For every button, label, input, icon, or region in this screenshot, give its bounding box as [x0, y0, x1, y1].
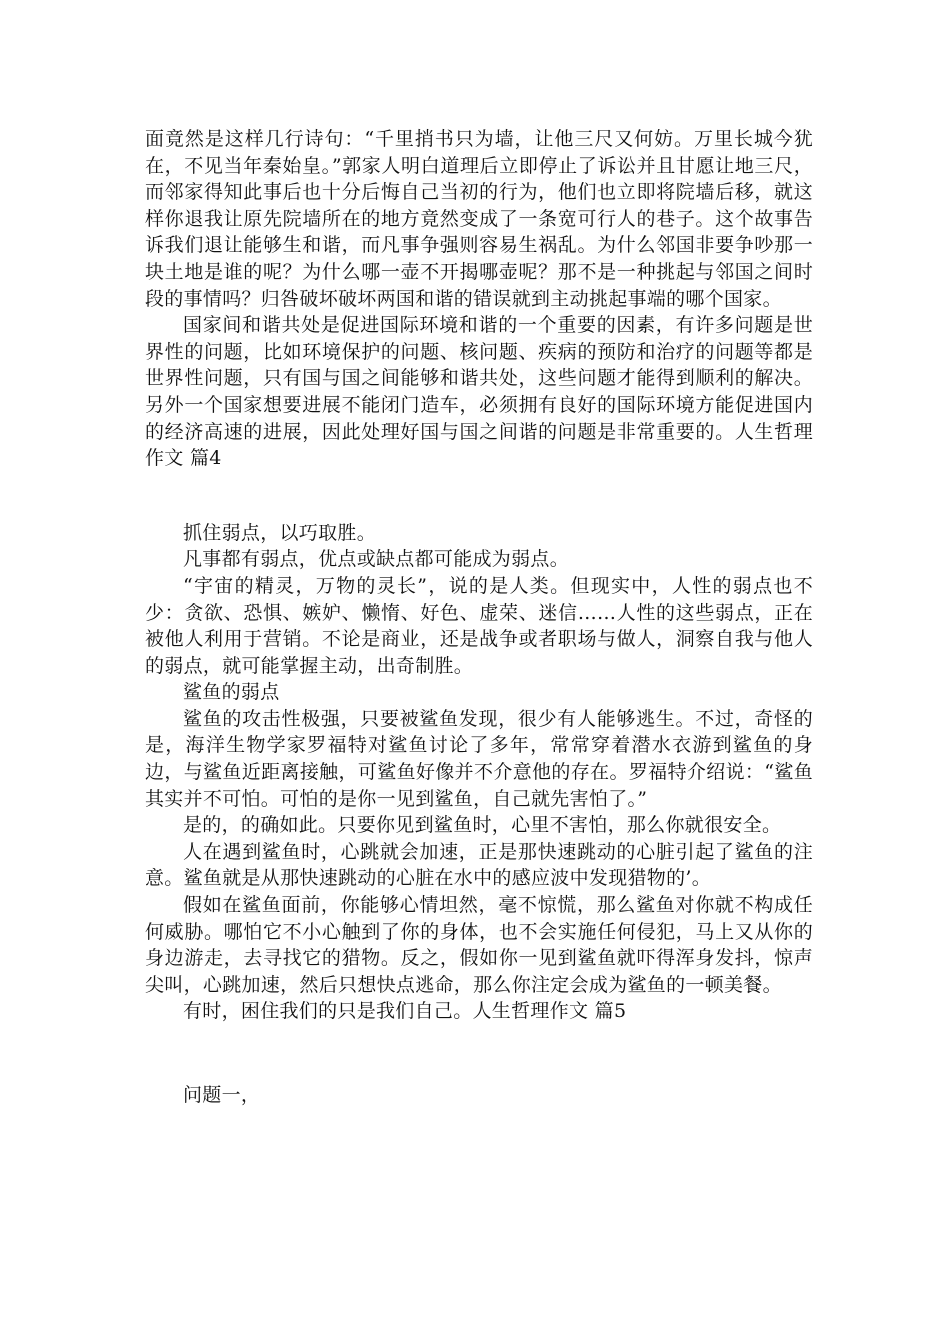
paragraph-human-weakness: “宇宙的精灵，万物的灵长”，说的是人类。但现实中，人性的弱点也不少：贪欲、恐惧、嫉妒、懒惰、好色、虚荣、迷信……人性的这些弱点，正在被他人利用于营销。不论是商业，还是战争或者职场与做人，洞察自我与他人的弱点，就可能掌握主动，出奇制胜。 [145, 574, 813, 677]
paragraph-shark-heading: 鲨鱼的弱点 [183, 681, 280, 704]
paragraph-calm-vs-panic: 假如在鲨鱼面前，你能够心情坦然，毫不惊慌，那么鲨鱼对你就不构成任何威胁。哪怕它不小心触到了你的身体，也不会实施任何侵犯，马上又从你的身边游走，去寻找它的猎物。反之，假如你一见到鲨鱼就吓得浑身发抖，惊声尖叫，心跳加速，然后只想快点逃命，那么你注定会成为鲨鱼的一顿美餐。 [145, 894, 813, 996]
paragraph-weakness-intro: 凡事都有弱点，优点或缺点都可能成为弱点。 [183, 548, 570, 571]
document-body [145, 126, 813, 1109]
section-spacer [145, 472, 813, 520]
paragraph-shark-research: 鲨鱼的攻击性极强，只要被鲨鱼发现，很少有人能够逃生。不过，奇怪的是，海洋生物学家罗福特对鲨鱼讨论了多年，常常穿着潜水衣游到鲨鱼的身边，与鲨鱼近距离接触，可鲨鱼好像并不介意他的存在。罗福特介绍说：“鲨鱼其实并不可怕。可怕的是你一见到鲨鱼，自己就先害怕了。” [145, 707, 813, 810]
paragraph-trapped-by-self: 有时，困住我们的只是我们自己。人生哲理作文 篇5 [183, 1000, 627, 1023]
paragraph-international-harmony: 国家间和谐共处是促进国际环境和谐的一个重要的因素，有许多问题是世界性的问题，比如环境保护的问题、核问题、疾病的预防和治疗的问题等都是世界性问题，只有国与国之间能够和谐共处，这些问题才能得到顺利的解决。另外一个国家想要进展不能闭门造车，必须拥有良好的国际环境方能促进国内的经济高速的进展，因此处理好国与国之间谐的问题是非常重要的。人生哲理作文 篇4 [145, 314, 813, 470]
section-spacer [145, 1025, 813, 1082]
paragraph-heading-weakness: 抓住弱点，以巧取胜。 [183, 521, 377, 544]
paragraph-no-fear: 是的，的确如此。只要你见到鲨鱼时，心里不害怕，那么你就很安全。 [183, 814, 782, 837]
paragraph-heartbeat: 人在遇到鲨鱼时，心跳就会加速，正是那快速跳动的心脏引起了鲨鱼的注意。鲨鱼就是从那快速跳动的心脏在水中的感应波中发现猎物的’。 [145, 840, 813, 890]
paragraph-story-ending: 面竟然是这样几行诗句：“千里捎书只为墙，让他三尺又何妨。万里长城今犹在，不见当年秦始皇。”郭家人明白道理后立即停止了诉讼并且甘愿让地三尺，而邻家得知此事后也十分后悔自己当初的行为，他们也立即将院墙后移，就这样你退我让原先院墙所在的地方竟然变成了一条宽可行人的巷子。这个故事告诉我们退让能够生和谐，而凡事争强则容易生祸乱。为什么邻国非要争吵那一块土地是谁的呢？为什么哪一壶不开揭哪壶呢？那不是一种挑起与邻国之间时段的事情吗？归咎破坏破坏两国和谐的错误就到主动挑起事端的哪个国家。 [145, 128, 813, 310]
paragraph-question-one: 问题一， [183, 1084, 261, 1106]
